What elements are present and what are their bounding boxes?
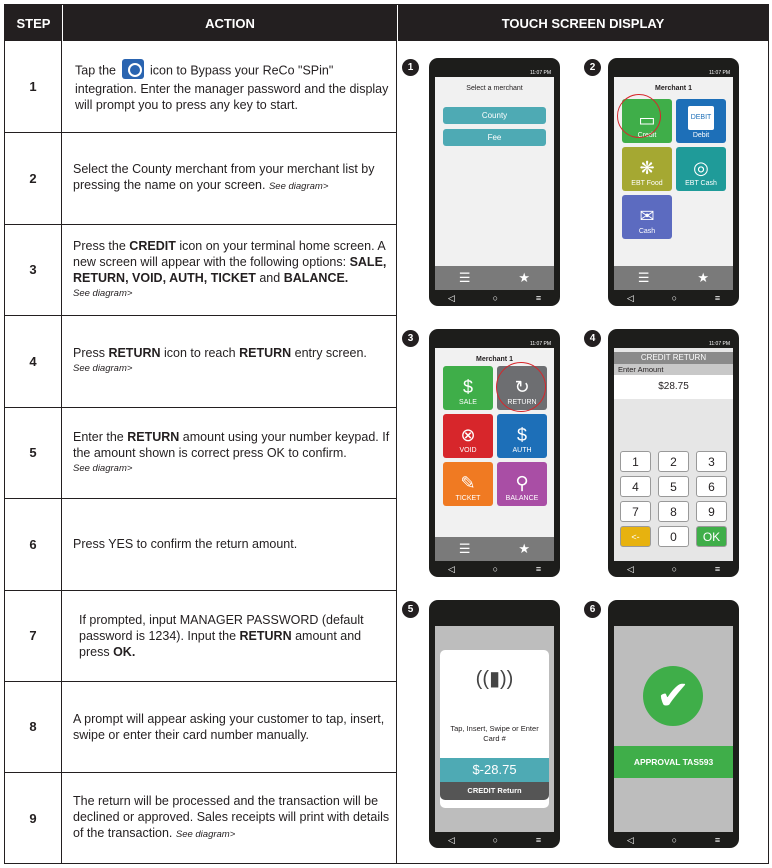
recents-icon[interactable]: ≡ [535, 835, 542, 845]
screen-title: Select a merchant [466, 85, 523, 92]
back-icon[interactable]: ◁ [447, 563, 455, 574]
header-step: STEP [5, 5, 62, 41]
step-9-action: The return will be processed and the transaction will be declined or approved. Sales receipts will print with details of the transaction. See diagram> [73, 794, 390, 840]
see-diagram-note: See diagram> [73, 462, 133, 474]
key-8[interactable]: 8 [658, 501, 689, 522]
ticket-icon: ✎ [460, 473, 476, 493]
step-number: 1 [29, 79, 37, 94]
debit-tile[interactable]: DEBIT Debit [676, 99, 726, 143]
key-6[interactable]: 6 [696, 476, 727, 497]
home-icon[interactable]: ○ [671, 835, 678, 845]
step-number: 7 [29, 628, 37, 643]
step-5-action: Enter the RETURN amount using your number keypad. If the amount shown is correct press OK to confirm. See diagram> [73, 407, 391, 498]
back-icon[interactable]: ◁ [447, 292, 455, 303]
void-icon: ⊗ [460, 425, 476, 445]
footer-bar [435, 537, 554, 561]
phone-approval [608, 600, 739, 848]
home-icon[interactable]: ○ [671, 293, 678, 303]
phone-card-prompt [429, 600, 560, 848]
key-1[interactable]: 1 [620, 451, 651, 472]
checkmark-icon: ✔ [643, 666, 703, 726]
diagram-badge: 6 [584, 601, 601, 618]
back-icon[interactable]: ◁ [626, 834, 634, 845]
phone-credit-return-entry: 11:07 PM CREDIT RETURN Enter Amount $28.75 1 2 3 4 5 6 7 8 9 <- 0 OK ◁ ○ ≡ [608, 329, 739, 577]
back-icon[interactable]: ◁ [626, 563, 634, 574]
star-icon[interactable]: ★ [697, 270, 710, 285]
screen-title: Merchant 1 [655, 85, 692, 92]
prompt-card [440, 650, 549, 808]
star-icon[interactable]: ★ [518, 270, 531, 285]
step-4-action: Press RETURN icon to reach RETURN entry screen. See diagram> [73, 315, 391, 407]
recents-icon[interactable]: ≡ [535, 293, 542, 303]
backspace-key[interactable]: <- [620, 526, 651, 547]
highlight-circle [496, 362, 546, 412]
recents-icon[interactable]: ≡ [714, 564, 721, 574]
menu-icon[interactable]: ☰ [458, 270, 471, 285]
see-diagram-note: See diagram> [268, 181, 329, 192]
void-tile[interactable]: ⊗ VOID [443, 414, 493, 458]
step-number: 5 [29, 445, 37, 460]
home-icon[interactable]: ○ [492, 835, 499, 845]
phone-merchant-home: 11:07 PM Merchant 1 ▭ Credit DEBIT Debit ❋ EBT Food ◎ EBT Cash ✉ Cash ☰ ★ ◁ ○ ≡ [608, 58, 739, 306]
diagram-badge: 4 [584, 330, 601, 347]
key-9[interactable]: 9 [696, 501, 727, 522]
back-icon[interactable]: ◁ [626, 292, 634, 303]
key-0[interactable]: 0 [658, 526, 689, 547]
key-5[interactable]: 5 [658, 476, 689, 497]
star-icon[interactable]: ★ [518, 541, 531, 556]
approval-banner: APPROVAL TAS593 [614, 746, 733, 778]
cash-tile[interactable]: ✉ Cash [622, 195, 672, 239]
sale-tile[interactable]: $ SALE [443, 366, 493, 410]
home-icon[interactable]: ○ [492, 293, 499, 303]
action-text: Tap the [75, 62, 117, 77]
diagram-badge: 2 [584, 59, 601, 76]
step-number: 9 [29, 810, 37, 826]
key-7[interactable]: 7 [620, 501, 651, 522]
credit-tile[interactable]: ▭ Credit [622, 99, 672, 143]
food-icon: ❋ [639, 158, 655, 178]
transaction-type-footer: CREDIT Return [440, 782, 549, 800]
header-action: ACTION [63, 5, 397, 41]
step-3-action: Press the CREDIT icon on your terminal home screen. A new screen will appear with the following options: SALE, RETURN, VOID, AUTH, TICKET and BALANCE. See diagram> [73, 224, 391, 315]
action-text: icon to Bypass your ReCo "SPin" integration. Enter the manager password and the display will prompt you to press any key to start. [75, 62, 389, 112]
step-number: 2 [29, 170, 37, 186]
step-7-action: If prompted, input MANAGER PASSWORD (default password is 1234). Input the RETURN amount and press OK. [79, 612, 364, 659]
return-amount: $-28.75 [440, 758, 549, 782]
step-number: 3 [29, 262, 37, 277]
step-number: 6 [29, 536, 37, 552]
auth-dollar-icon: $ [516, 425, 527, 445]
step-number: 4 [29, 353, 37, 369]
credit-card-icon: ▭ [638, 110, 656, 130]
back-icon[interactable]: ◁ [447, 834, 455, 845]
dollar-icon: $ [462, 377, 473, 397]
enter-amount-label: Enter Amount [614, 364, 733, 375]
home-icon[interactable]: ○ [492, 564, 499, 574]
merchant-county-button[interactable]: County [443, 107, 546, 124]
diagram-badge: 1 [402, 59, 419, 76]
auth-tile[interactable]: $ AUTH [497, 414, 547, 458]
debit-card-icon: DEBIT [688, 106, 715, 130]
divider [396, 5, 397, 863]
prompt-text: Tap, Insert, Swipe or Enter Card # [450, 724, 539, 743]
screen-title: CREDIT RETURN [614, 352, 733, 364]
ticket-tile[interactable]: ✎ TICKET [443, 462, 493, 506]
diagram-badge: 5 [402, 601, 419, 618]
footer-bar [614, 266, 733, 290]
recents-icon[interactable]: ≡ [714, 835, 721, 845]
highlight-circle [617, 94, 661, 138]
menu-icon[interactable]: ☰ [458, 541, 471, 556]
recents-icon[interactable]: ≡ [535, 564, 542, 574]
key-3[interactable]: 3 [696, 451, 727, 472]
return-tile[interactable]: ↻ RETURN [497, 366, 547, 410]
ebt-food-tile[interactable]: ❋ EBT Food [622, 147, 672, 191]
home-icon[interactable]: ○ [671, 564, 678, 574]
diagram-badge: 3 [402, 330, 419, 347]
screen-title: Merchant 1 [476, 356, 513, 363]
see-diagram-note: See diagram> [73, 287, 133, 299]
amount-display: $28.75 [614, 375, 733, 399]
action-text: Press YES to confirm the return amount. [73, 537, 298, 551]
merchant-fee-button[interactable]: Fee [443, 129, 546, 146]
android-nav [429, 290, 560, 306]
header-display: TOUCH SCREEN DISPLAY [398, 5, 768, 41]
see-diagram-note: See diagram> [175, 829, 236, 840]
coins-icon: ◎ [693, 158, 709, 178]
phone-select-merchant [429, 58, 560, 306]
phone-credit-options: 11:07 PM Merchant 1 $ SALE ↻ RETURN ⊗ VOID $ AUTH ✎ TICKET ⚲ BALANCE ☰ ★ ◁ ○ ≡ [429, 329, 560, 577]
ok-key[interactable]: OK [696, 526, 727, 547]
contactless-card-icon: ((▮)) [475, 668, 514, 690]
step-1-action [75, 41, 393, 132]
divider [61, 5, 62, 863]
step-number: 8 [29, 719, 37, 734]
step-8-action [73, 681, 391, 772]
step-6-action [73, 498, 391, 590]
cash-icon: ✉ [639, 206, 655, 226]
magnifier-icon: ⚲ [515, 473, 529, 493]
step-2-action [73, 132, 391, 224]
balance-tile[interactable]: ⚲ BALANCE [497, 462, 547, 506]
action-text: Select the County merchant from your merchant list by pressing the name on your screen. [73, 162, 375, 192]
footer-bar [435, 266, 554, 290]
return-icon: ↻ [514, 377, 530, 397]
recents-icon[interactable]: ≡ [714, 293, 721, 303]
see-diagram-note: See diagram> [73, 363, 133, 374]
key-2[interactable]: 2 [658, 451, 689, 472]
spin-bypass-icon [122, 59, 144, 79]
status-bar: 11:07 PM [529, 70, 551, 76]
key-4[interactable]: 4 [620, 476, 651, 497]
instruction-table [4, 4, 769, 864]
menu-icon[interactable]: ☰ [637, 270, 650, 285]
ebt-cash-tile[interactable]: ◎ EBT Cash [676, 147, 726, 191]
action-text: A prompt will appear asking your customer to tap, insert, swipe or enter their card number manually. [73, 711, 385, 742]
